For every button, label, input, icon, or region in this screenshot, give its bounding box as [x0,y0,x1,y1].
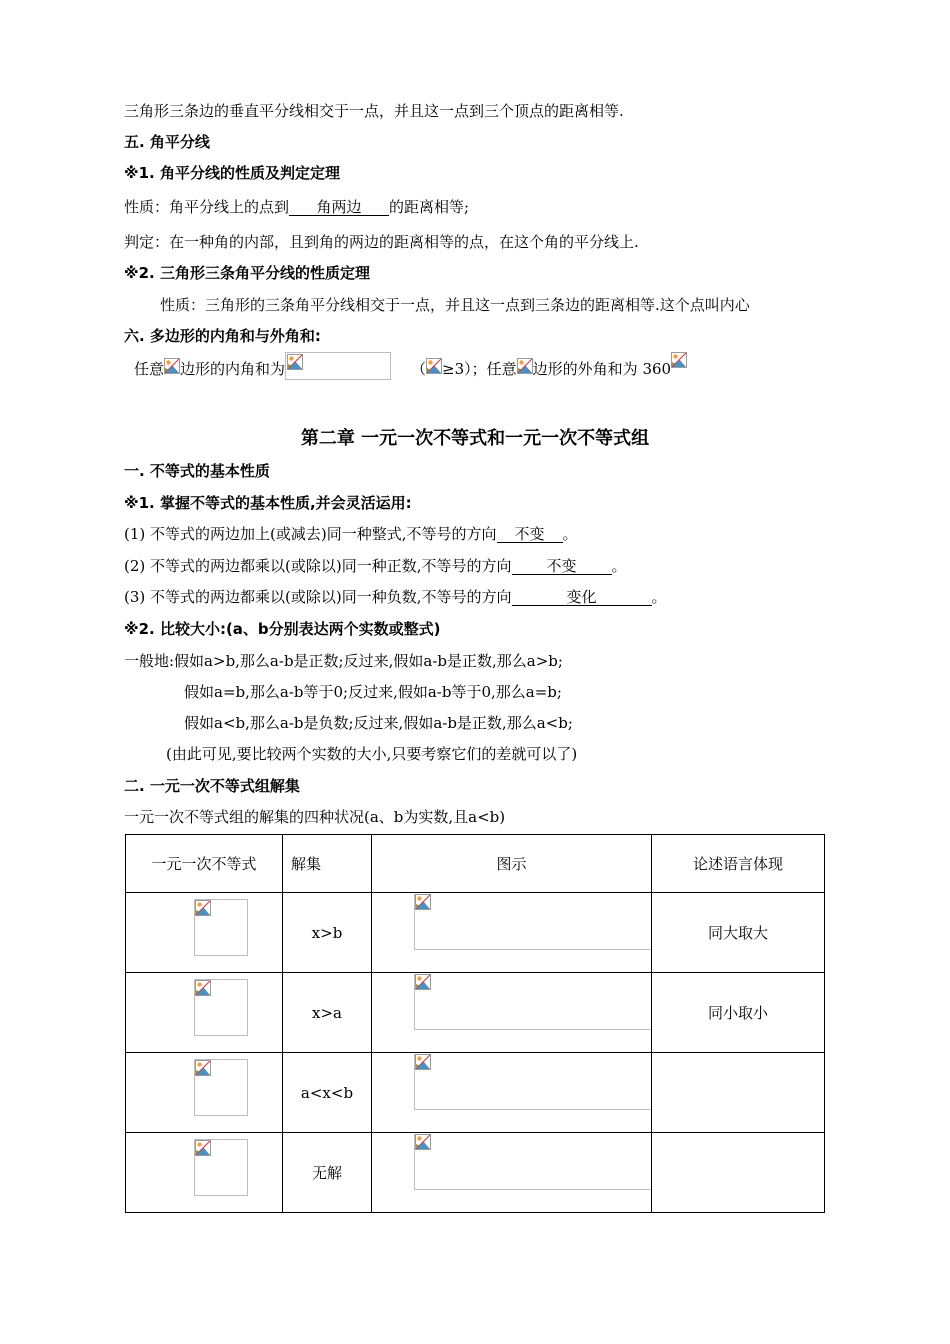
property-item-3 [124,586,667,607]
number-line-image [414,1134,651,1190]
number-line-image [414,1054,651,1110]
figure-image-cell [372,1053,652,1133]
number-line-image [414,894,651,950]
chapter-title: 第二章 一元一次不等式和一元一次不等式组 [300,428,650,449]
section-5-sub1: ※1. 角平分线的性质及判定定理 [124,164,340,182]
compare-line-4: (由此可见,要比较两个实数的大小,只要考察它们的差就可以了) [166,745,578,763]
angle-bisector-judge: 判定：在一种角的内部，且到角的两边的距离相等的点，在这个角的平分线上. [124,233,639,251]
table-row [126,1053,825,1133]
phrase-cell: 同小取小 [652,973,825,1053]
property-item-1-blank: 不变 [497,526,563,543]
part-2-heading: 二. 一元一次不等式组解集 [124,777,300,795]
solution-cell: x>a [283,973,372,1053]
table-header-row [126,835,825,893]
triangle-bisector-line: 三角形三条边的垂直平分线相交于一点，并且这一点到三个顶点的距离相等. [124,102,624,120]
n-condition-image-icon [426,358,442,374]
header-solution: 解集 [283,835,372,893]
angle-bisector-property [124,196,469,217]
inequality-solution-table [125,834,825,1213]
property-item-1-suffix: 。 [562,525,578,543]
part-1-sub1: ※1. 掌握不等式的基本性质,并会灵活运用: [124,494,412,512]
compare-line-2: 假如a=b,那么a-b等于0;反过来,假如a-b等于0,那么a=b; [184,683,562,701]
property-item-1-text: (1) 不等式的两边加上(或减去)同一种整式,不等号的方向 [124,525,497,543]
inequality-image [194,1139,248,1196]
table-row [126,1133,825,1213]
property-item-3-suffix: 。 [651,588,667,606]
inequality-image-cell [126,973,283,1053]
table-row [126,893,825,973]
inequality-image [194,1059,248,1116]
inequality-image-cell [126,1133,283,1213]
n-formula-image-icon [164,358,180,374]
property-item-1 [124,523,578,544]
property-prefix: 性质：角平分线上的点到 [124,198,290,216]
compare-line-3: 假如a<b,那么a-b是负数;反过来,假如a-b是正数,那么a<b; [184,714,573,732]
part-1-sub2: ※2. 比较大小:(a、b分别表达两个实数或整式) [124,620,441,638]
figure-image-cell [372,893,652,973]
phrase-cell [652,1133,825,1213]
property-item-3-blank: 变化 [512,589,652,606]
inequality-image-cell [126,1053,283,1133]
part-2-intro: 一元一次不等式组的解集的四种状况(a、b为实数,且a<b) [124,808,506,826]
incenter-property: 性质：三角形的三条角平分线相交于一点，并且这一点到三条边的距离相等.这个点叫内心 [160,296,750,314]
polygon-text-2: 边形的内角和为 [180,360,286,378]
header-inequality: 一元一次不等式 [126,835,283,893]
property-item-2-suffix: 。 [611,557,627,575]
n-exterior-image-icon [517,358,533,374]
polygon-text-5: 边形的外角和为 360 [532,360,672,378]
property-item-2 [124,555,627,576]
property-item-2-text: (2) 不等式的两边都乘以(或除以)同一种正数,不等号的方向 [124,557,512,575]
property-item-2-blank: 不变 [512,558,612,575]
solution-cell: x>b [283,893,372,973]
header-phrase: 论述语言体现 [652,835,825,893]
inequality-image-cell [126,893,283,973]
polygon-text-3: （ [411,360,427,378]
solution-cell: 无解 [283,1133,372,1213]
part-1-heading: 一. 不等式的基本性质 [124,462,270,480]
phrase-cell [652,1053,825,1133]
interior-sum-formula-image [285,352,391,380]
figure-image-cell [372,973,652,1053]
inequality-image [194,899,248,956]
compare-line-1: 一般地:假如a>b,那么a-b是正数;反过来,假如a-b是正数,那么a>b; [124,652,563,670]
phrase-cell: 同大取大 [652,893,825,973]
solution-cell: a<x<b [283,1053,372,1133]
property-item-3-text: (3) 不等式的两边都乘以(或除以)同一种负数,不等号的方向 [124,588,512,606]
polygon-text-1: 任意 [134,360,165,378]
number-line-image [414,974,651,1030]
header-figure: 图示 [372,835,652,893]
section-6-heading: 六. 多边形的内角和与外角和: [124,327,321,345]
polygon-angle-sum-line [134,352,687,384]
property-suffix: 的距离相等; [389,198,470,216]
property-blank: 角两边 [289,199,389,216]
table-row [126,973,825,1053]
inequality-image [194,979,248,1036]
degree-image-icon [671,352,687,374]
section-5-heading: 五. 角平分线 [124,133,210,151]
polygon-text-4: ≥3）；任意 [442,360,517,378]
section-5-sub2: ※2. 三角形三条角平分线的性质定理 [124,264,370,282]
figure-image-cell [372,1133,652,1213]
